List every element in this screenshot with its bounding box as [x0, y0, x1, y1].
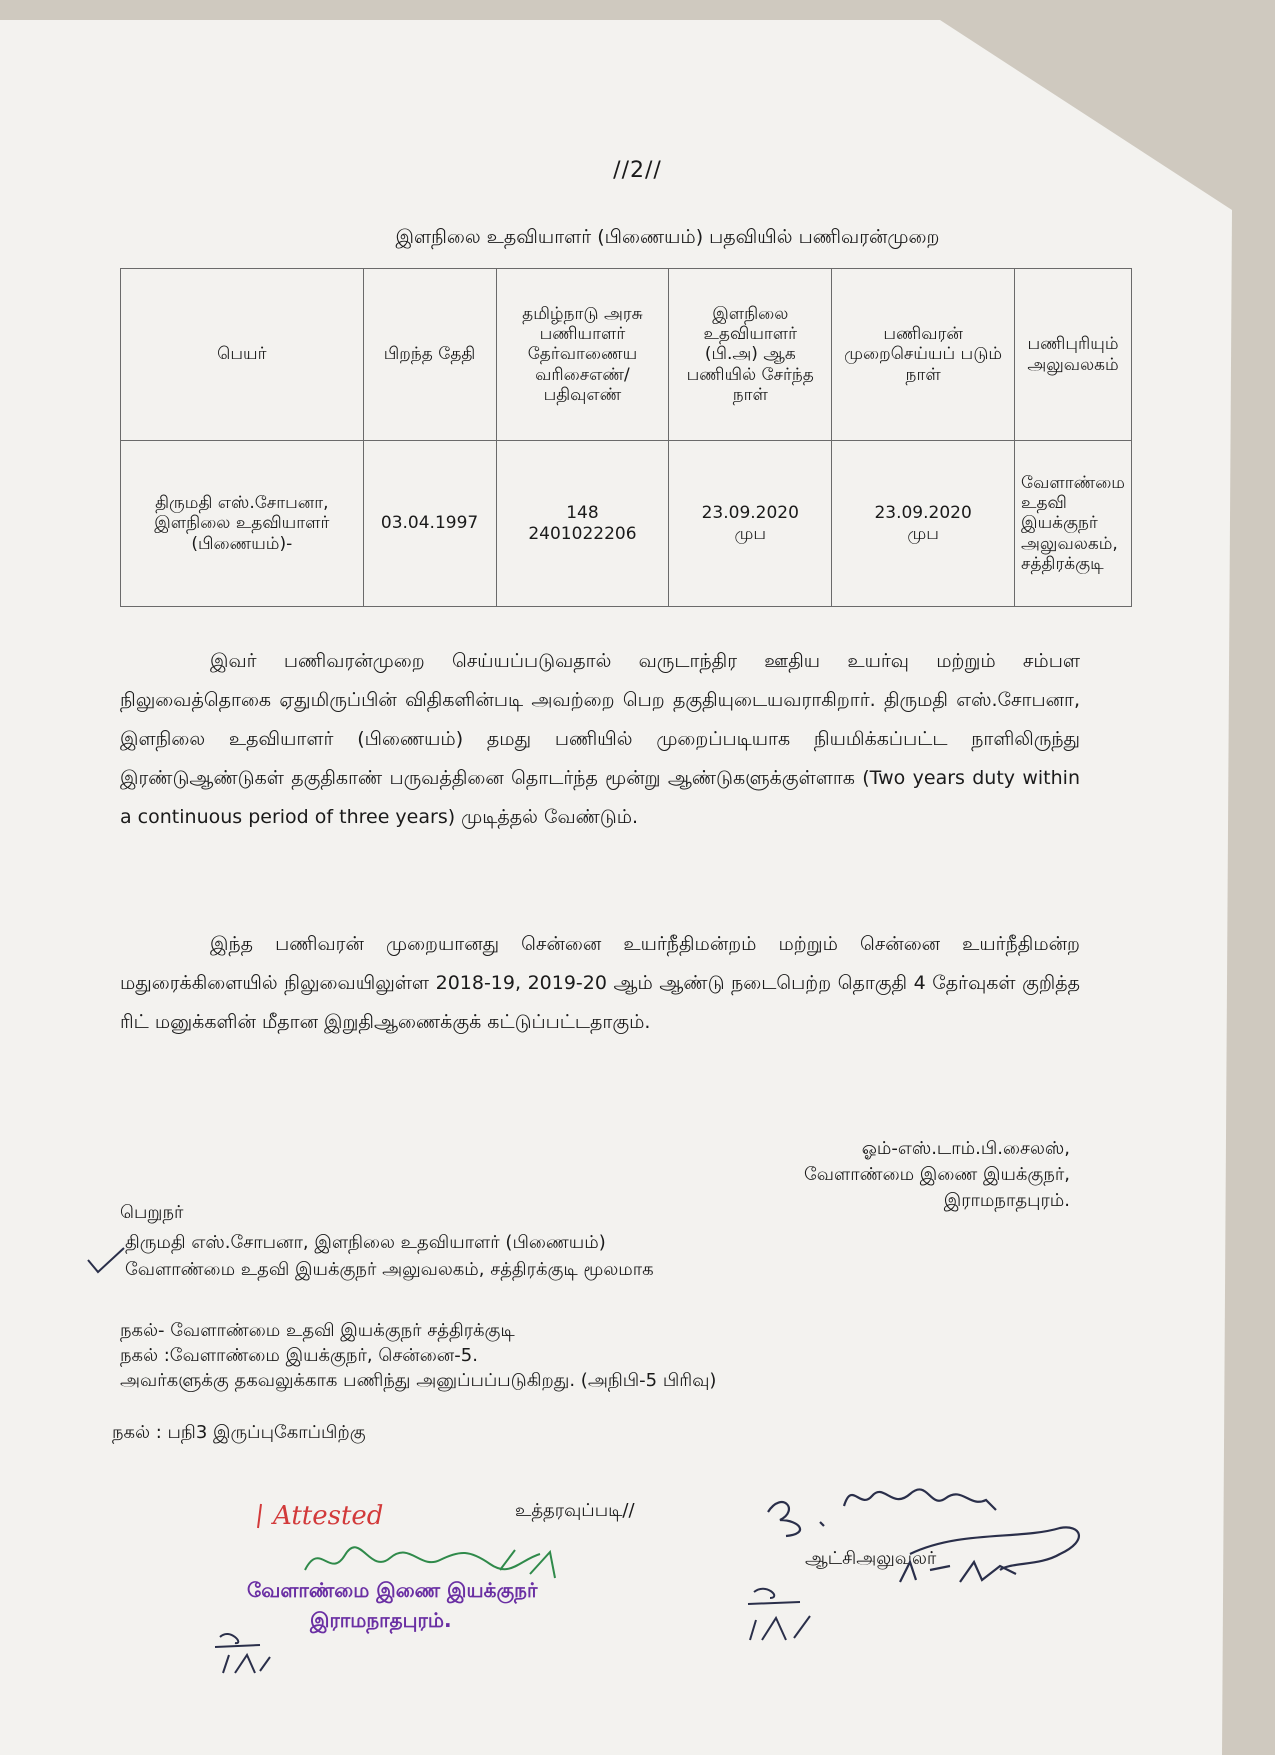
copy-line-3: நகல் : பநி3 இருப்புகோப்பிற்கு — [112, 1422, 366, 1443]
recipient-label: பெறுநர் — [120, 1202, 184, 1223]
header-joining-date: இளநிலை உதவியாளர் (பி.அ) ஆக பணியில் சேர்ந்த நாள் — [669, 269, 832, 441]
cell-tnpsc-number — [496, 441, 669, 607]
office-manager-title: ஆட்சிஅலுவலர் — [805, 1548, 937, 1569]
regularization-date: 23.09.2020 — [874, 503, 972, 524]
recipient-line-1: திருமதி எஸ்.சோபனா, இளநிலை உதவியாளர் (பிணையம்) — [125, 1232, 606, 1253]
copy-note: அவர்களுக்கு தகவலுக்காக பணிந்து அனுப்பப்படுகிறது. (அநிபி-5 பிரிவு) — [120, 1370, 717, 1391]
signatory-name: ஓம்-எஸ்.டாம்.பி.சைலஸ், — [861, 1138, 1070, 1159]
cell-office: வேளாண்மை உதவி இயக்குநர் அலுவலகம், சத்திரக்குடி — [1015, 441, 1132, 607]
officer-signature — [760, 1470, 1100, 1600]
cell-joining-date — [669, 441, 832, 607]
signatory-designation: வேளாண்மை இணை இயக்குநர், — [804, 1164, 1070, 1185]
header-name: பெயர் — [121, 269, 364, 441]
attested-text: Attested — [273, 1501, 384, 1531]
signatory-block — [690, 1136, 1070, 1214]
by-order-text: உத்தரவுப்படி// — [515, 1500, 635, 1521]
header-office: பணிபுரியும் அலுவலகம் — [1015, 269, 1132, 441]
recipient-line-2: வேளாண்மை உதவி இயக்குநர் அலுவலகம், சத்திரக்குடி மூலமாக — [125, 1259, 654, 1280]
document-title: இளநிலை உதவியாளர் (பிணையம்) பதவியில் பணிவரன்முறை — [395, 226, 940, 248]
register-number: 2401022206 — [528, 523, 637, 544]
page-number: //2// — [613, 158, 662, 183]
table-row — [121, 441, 1132, 607]
stamp-line-1: வேளாண்மை இணை இயக்குநர் — [247, 1578, 538, 1602]
table-header-row — [121, 269, 1132, 441]
paragraph-2-text: இந்த பணிவரன் முறையானது சென்னை உயர்நீதிமன்றம் மற்றும் சென்னை உயர்நீதிமன்ற மதுரைக்கிளையில் நிலுவையிலுள்ள 2018-19, 2019-20 ஆம் ஆண்டு நடைபெற்ற தொகுதி 4 தேர்வுகள் குறித்த ரிட் மனுக்களின் மீதான இறுதிஆணைக்குக் கட்டுப்பட்டதாகும். — [120, 933, 1080, 1033]
header-dob: பிறந்த தேதி — [363, 269, 496, 441]
stamp-line-2: இராமநாதபுரம். — [310, 1608, 452, 1632]
joining-date: 23.09.2020 — [701, 503, 799, 524]
header-regularization-date: பணிவரன் முறைசெய்யப் படும் நாள் — [832, 269, 1015, 441]
copy-line-2: நகல் :வேளாண்மை இயக்குநர், சென்னை-5. — [120, 1345, 478, 1366]
header-tnpsc-number: தமிழ்நாடு அரசு பணியாளர் தேர்வாணைய வரிசைஎண்/ பதிவுஎண் — [496, 269, 669, 441]
regularization-table — [120, 268, 1132, 607]
cell-dob: 03.04.1997 — [363, 441, 496, 607]
initial-mark-bottom-left — [205, 1625, 285, 1685]
paragraph-1-text: இவர் பணிவரன்முறை செய்யப்படுவதால் வருடாந்திர ஊதிய உயர்வு மற்றும் சம்பள நிலுவைத்தொகை ஏதுமிருப்பின் விதிகளின்படி அவற்றை பெற தகுதியுடையவராகிறார். திருமதி எஸ்.சோபனா, இளநிலை உதவியாளர் (பிணையம்) தமது பணியில் முறைப்படியாக நியமிக்கப்பட்ட நாளிலிருந்து இரண்டுஆண்டுகள் தகுதிகாண் பருவத்தினை தொடர்ந்த மூன்று ஆண்டுகளுக்குள்ளாக (Two years duty within a continuous period of three years) முடித்தல் வேண்டும். — [120, 650, 1080, 828]
joining-session: முப — [734, 523, 767, 544]
tick-mark-icon — [86, 1246, 126, 1276]
signatory-place: இராமநாதபுரம். — [943, 1190, 1070, 1211]
regularization-session: முப — [907, 523, 939, 544]
paragraph-court-order — [120, 925, 1080, 1042]
attested-handwriting — [255, 1494, 420, 1534]
cell-name: திருமதி எஸ்.சோபனா, இளநிலை உதவியாளர் (பிணையம்)- — [121, 441, 364, 607]
copy-line-1: நகல்- வேளாண்மை உதவி இயக்குநர் சத்திரக்குடி — [120, 1320, 515, 1341]
paragraph-eligibility — [120, 642, 1080, 837]
cell-regularization-date — [832, 441, 1015, 607]
serial-number: 148 — [566, 503, 599, 524]
